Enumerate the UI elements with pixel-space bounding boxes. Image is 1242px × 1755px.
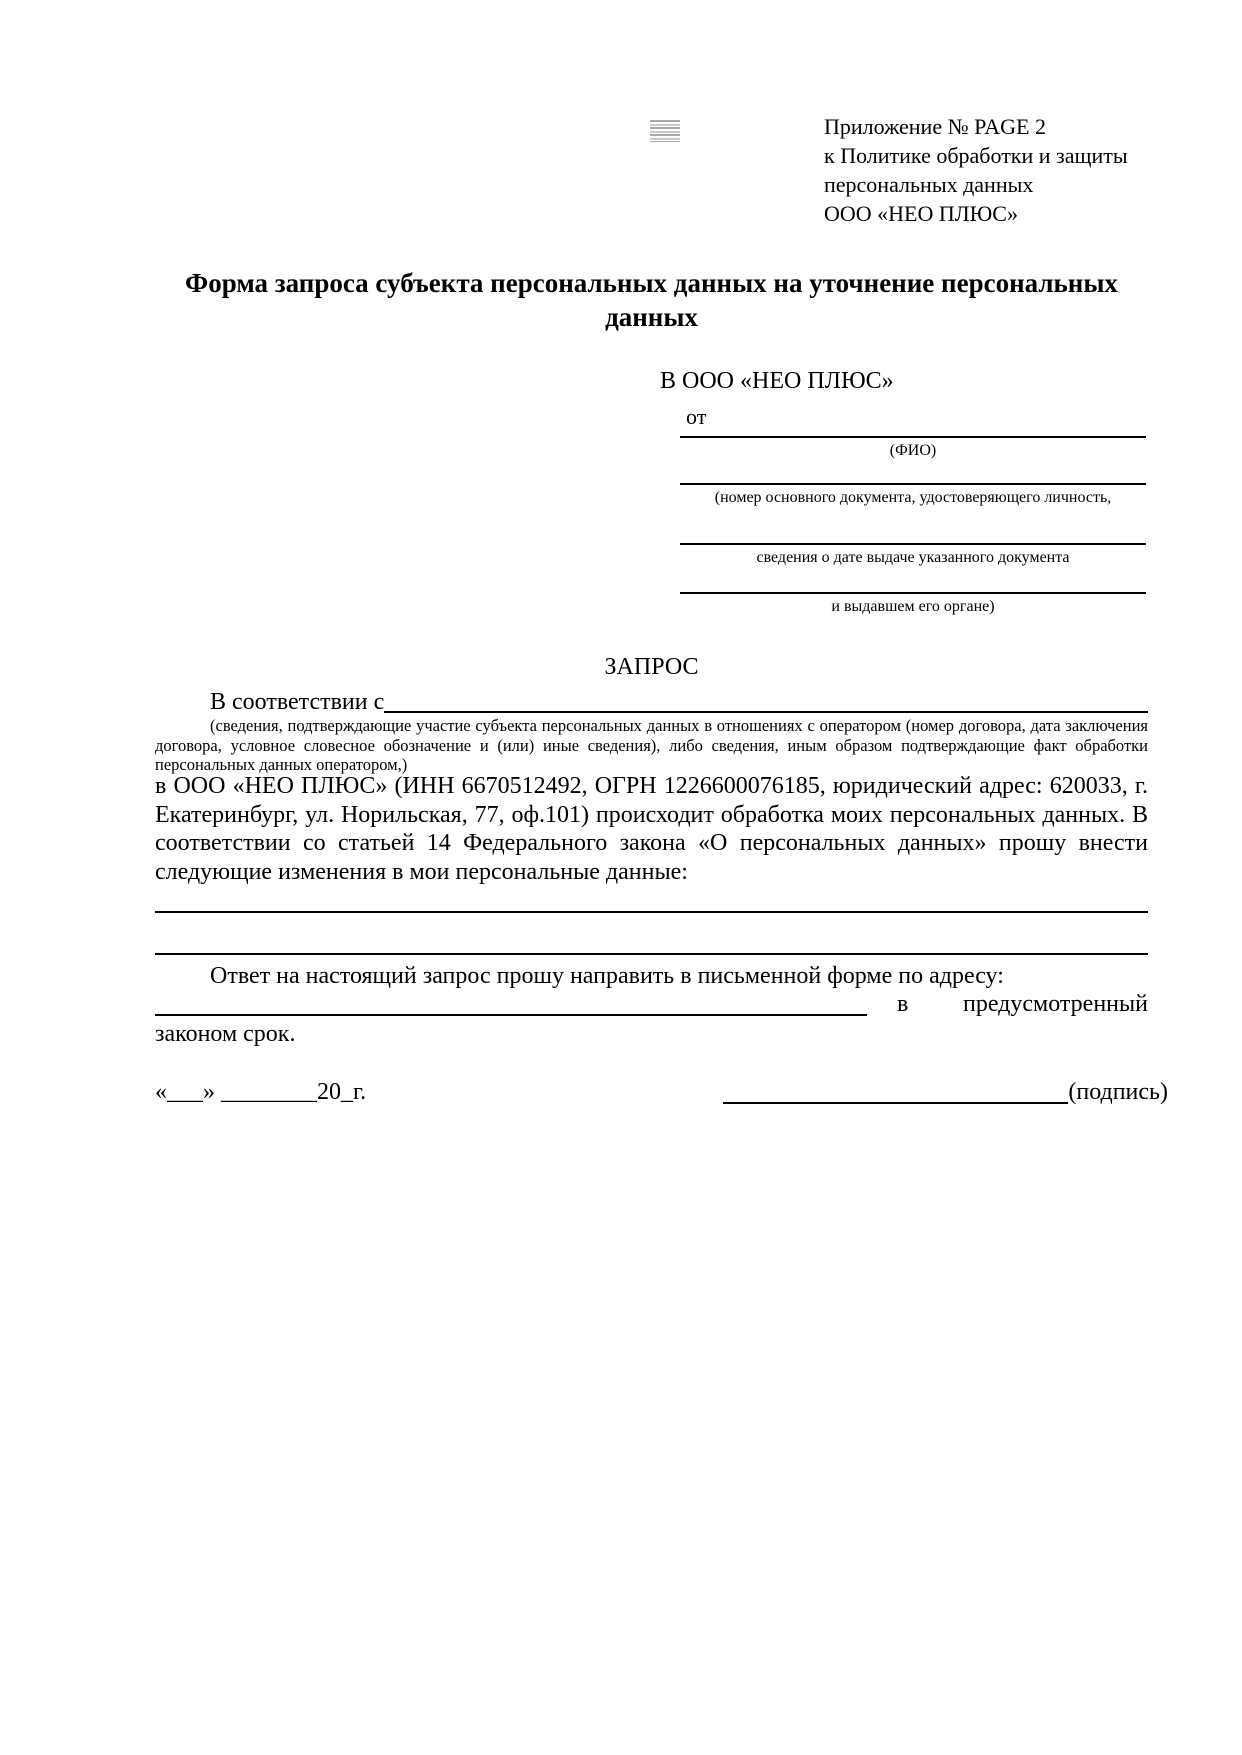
from-label: от: [686, 404, 707, 429]
intro-label: В соответствии с: [210, 689, 385, 715]
blank-fill-line: [155, 937, 1148, 955]
form-field-issue-date-caption: сведения о дате выдаче указанного документа: [756, 549, 1070, 566]
blank-fill-line: [155, 895, 1148, 913]
intro-line: [155, 688, 1148, 716]
date-template: «___» ________20_г.: [155, 1079, 367, 1105]
request-heading: ЗАПРОС: [604, 654, 699, 680]
appendix-header-line: ООО «НЕО ПЛЮС»: [824, 201, 1018, 226]
form-field-document-number: [680, 483, 1146, 507]
appendix-header-line: Приложение № PAGE 2: [824, 114, 1046, 139]
date-signature-row: [155, 1078, 1168, 1107]
form-field-fio: [680, 436, 1146, 460]
reply-address-line: [155, 990, 1148, 1019]
form-field-issuing-authority-caption: и выдавшем его органе): [831, 598, 995, 615]
reply-sentence: Ответ на настоящий запрос прошу направить в письменной форме по адресу:: [210, 963, 1004, 989]
form-field-document-number-caption: (номер основного документа, удостоверяющего личность,: [714, 489, 1112, 506]
document-title: Форма запроса субъекта персональных данных на уточнение персональных данных: [185, 268, 1118, 332]
form-field-issue-date: [680, 543, 1146, 567]
body-paragraph: в ООО «НЕО ПЛЮС» (ИНН 6670512492, ОГРН 1226600076185, юридический адрес: 620033, г. Екатеринбург, ул. Норильская, 77, оф.101) происходит обработка моих персональных данных. В соответствии со статьей 14 Федерального закона «О персональных данных» прошу внести следующие изменения в мои персональные данные:: [155, 773, 1148, 885]
intro-blank-line: [384, 688, 1148, 713]
signature-caption: (подпись): [1068, 1079, 1168, 1105]
appendix-header-line: к Политике обработки и защиты: [824, 143, 1128, 168]
form-field-issuing-authority: [680, 592, 1146, 616]
reply-tail: законом срок.: [155, 1021, 296, 1047]
form-field-fio-caption: (ФИО): [889, 442, 937, 459]
addressee-organization: В ООО «НЕО ПЛЮС»: [660, 368, 894, 394]
address-blank-line: [155, 990, 867, 1016]
appendix-header-line: персональных данных: [824, 172, 1034, 197]
reply-in-word: в: [897, 991, 909, 1017]
appendix-header: [824, 112, 1128, 228]
smudged-field-code-icon: [650, 120, 680, 142]
fine-print-note: (сведения, подтверждающие участие субъекта персональных данных в отношениях с оператором (номер договора, дата заключения договора, условное словесное обозначение и (или) иные сведения), либо сведения, иным образом подтверждающие факт обработки персональных данных оператором,): [155, 716, 1148, 774]
reply-suffix: предусмотренный: [962, 991, 1148, 1017]
signature-blank-line: [723, 1078, 1068, 1104]
